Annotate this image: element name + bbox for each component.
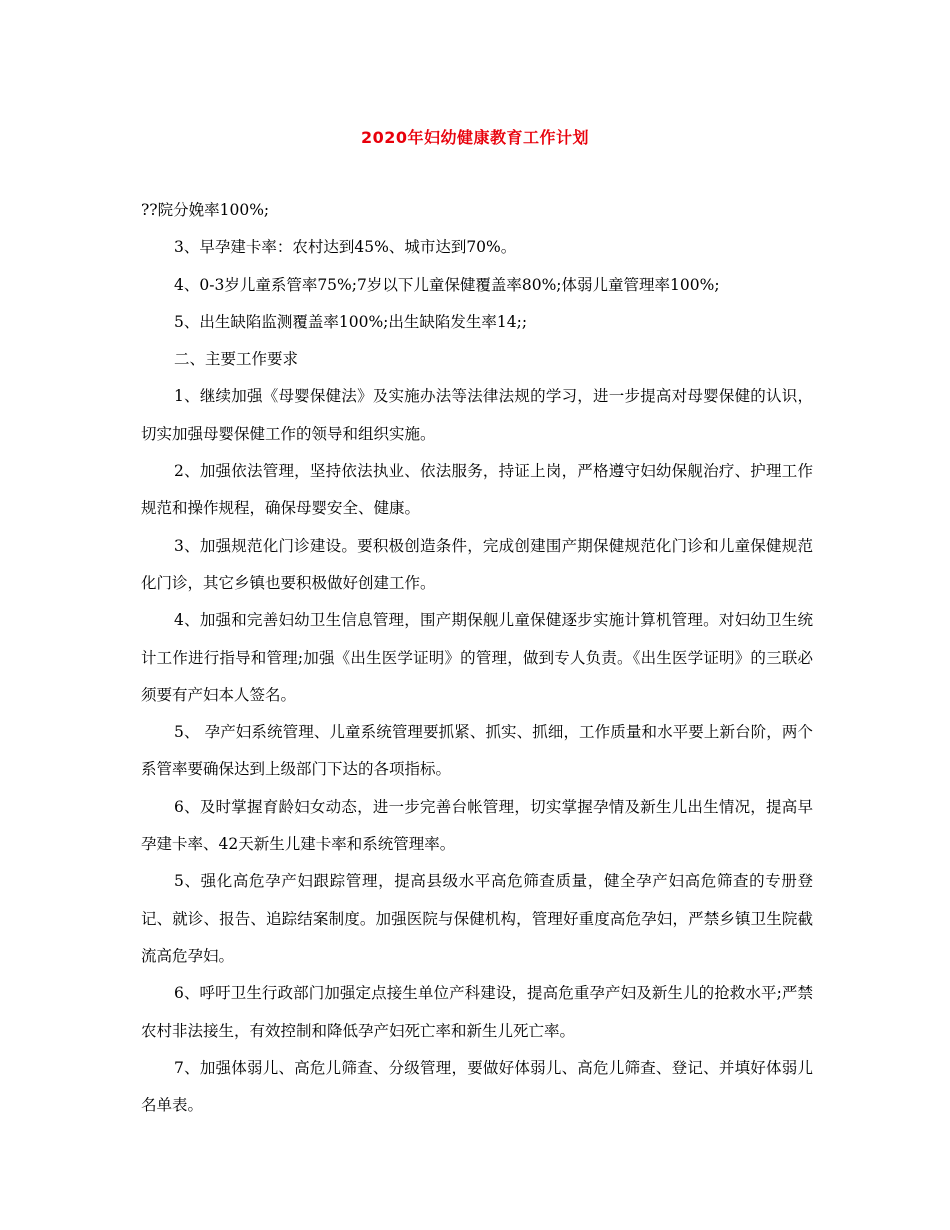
- paragraph: 4、加强和完善妇幼卫生信息管理，围产期保舰儿童保健逐步实施计算机管理。对妇幼卫生统计工作进行指导和管理;加强《出生医学证明》的管理，做到专人负责。《出生医学证明》的三联必须要有产妇本人签名。: [141, 611, 813, 704]
- paragraph: 6、呼吁卫生行政部门加强定点接生单位产科建设，提高危重孕产妇及新生儿的抢救水平;严禁农村非法接生，有效控制和降低孕产妇死亡率和新生儿死亡率。: [141, 984, 813, 1040]
- paragraph: 4、0-3岁儿童系管率75%;7岁以下儿童保健覆盖率80%;体弱儿童管理率100%;: [174, 275, 720, 294]
- paragraph: 3、早孕建卡率：农村达到45%、城市达到70%。: [174, 238, 517, 257]
- paragraph: 3、加强规范化门诊建设。要积极创造条件，完成创建围产期保健规范化门诊和儿童保健规范化门诊，其它乡镇也要积极做好创建工作。: [141, 536, 813, 592]
- paragraph: 6、及时掌握育龄妇女动态，进一步完善台帐管理，切实掌握孕情及新生儿出生情况，提高早孕建卡率、42天新生儿建卡率和系统管理率。: [141, 797, 813, 854]
- paragraph: 2、加强依法管理，坚持依法执业、依法服务，持证上岗，严格遵守妇幼保舰治疗、护理工作规范和操作规程，确保母婴安全、健康。: [141, 462, 813, 518]
- paragraph: 1、继续加强《母婴保健法》及实施办法等法律法规的学习，进一步提高对母婴保健的认识，切实加强母婴保健工作的领导和组织实施。: [141, 387, 813, 443]
- paragraph: 7、加强体弱儿、高危儿筛查、分级管理，要做好体弱儿、高危儿筛查、登记、并填好体弱儿名单表。: [141, 1058, 813, 1115]
- paragraph: 5、出生缺陷监测覆盖率100%;出生缺陷发生率14;;: [174, 312, 528, 331]
- paragraph: ??院分娩率100%;: [141, 201, 270, 219]
- document-title: 2020年妇幼健康教育工作计划: [360, 128, 590, 147]
- document-body: [141, 192, 813, 1124]
- paragraph: 5、 孕产妇系统管理、儿童系统管理要抓紧、抓实、抓细，工作质量和水平要上新台阶，两个系管率要确保达到上级部门下达的各项指标。: [141, 723, 813, 779]
- section-heading: 二、主要工作要求: [174, 350, 299, 369]
- paragraph: 5、强化高危孕产妇跟踪管理，提高县级水平高危筛查质量，健全孕产妇高危筛查的专册登记、就诊、报告、追踪结案制度。加强医院与保健机构，管理好重度高危孕妇，严禁乡镇卫生院截流高危孕妇。: [141, 872, 813, 965]
